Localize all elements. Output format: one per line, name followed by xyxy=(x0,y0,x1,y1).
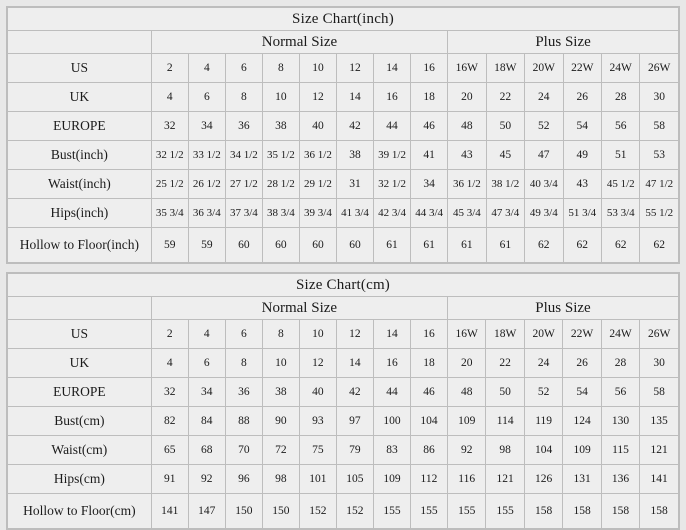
data-cell: 36 3/4 xyxy=(188,199,225,228)
group-header-row xyxy=(8,31,679,54)
data-cell: 141 xyxy=(640,465,679,494)
data-cell: 47 xyxy=(525,141,563,170)
row-label: US xyxy=(8,54,152,83)
data-cell: 155 xyxy=(410,494,447,529)
data-cell: 58 xyxy=(640,112,679,141)
data-cell: 22W xyxy=(563,54,601,83)
data-cell: 39 3/4 xyxy=(299,199,336,228)
data-cell: 124 xyxy=(563,407,601,436)
data-cell: 14 xyxy=(373,320,410,349)
data-cell: 38 3/4 xyxy=(262,199,299,228)
data-cell: 62 xyxy=(563,228,601,263)
data-cell: 12 xyxy=(299,83,336,112)
data-cell: 38 xyxy=(262,378,299,407)
data-cell: 12 xyxy=(336,320,373,349)
chart-title-row xyxy=(8,8,679,31)
data-cell: 54 xyxy=(563,112,601,141)
data-cell: 98 xyxy=(486,436,524,465)
data-cell: 10 xyxy=(299,320,336,349)
data-cell: 29 1/2 xyxy=(299,170,336,199)
data-cell: 35 1/2 xyxy=(262,141,299,170)
data-cell: 130 xyxy=(601,407,639,436)
data-cell: 60 xyxy=(336,228,373,263)
data-cell: 41 xyxy=(411,141,448,170)
data-cell: 24W xyxy=(601,320,639,349)
data-cell: 16 xyxy=(411,54,448,83)
table-row xyxy=(8,228,679,263)
data-cell: 14 xyxy=(336,83,373,112)
data-cell: 12 xyxy=(299,349,336,378)
data-cell: 56 xyxy=(602,112,640,141)
data-cell: 96 xyxy=(225,465,262,494)
data-cell: 104 xyxy=(410,407,447,436)
data-cell: 22W xyxy=(563,320,601,349)
data-cell: 60 xyxy=(262,228,299,263)
data-cell: 2 xyxy=(151,54,188,83)
table-row xyxy=(8,170,679,199)
row-label: Waist(inch) xyxy=(8,170,152,199)
data-cell: 92 xyxy=(188,465,225,494)
data-cell: 62 xyxy=(525,228,563,263)
data-cell: 56 xyxy=(601,378,639,407)
data-cell: 26W xyxy=(640,54,679,83)
data-cell: 18 xyxy=(411,83,448,112)
data-cell: 131 xyxy=(563,465,601,494)
data-cell: 40 xyxy=(299,112,336,141)
data-cell: 109 xyxy=(373,465,410,494)
data-cell: 126 xyxy=(524,465,562,494)
data-cell: 6 xyxy=(225,320,262,349)
data-cell: 24 xyxy=(525,83,563,112)
data-cell: 98 xyxy=(262,465,299,494)
data-cell: 34 xyxy=(188,378,225,407)
data-cell: 158 xyxy=(640,494,679,529)
data-cell: 135 xyxy=(640,407,679,436)
data-cell: 6 xyxy=(225,54,262,83)
data-cell: 44 3/4 xyxy=(411,199,448,228)
data-cell: 53 xyxy=(640,141,679,170)
data-cell: 152 xyxy=(336,494,373,529)
table-row xyxy=(8,83,679,112)
data-cell: 70 xyxy=(225,436,262,465)
data-cell: 55 1/2 xyxy=(640,199,679,228)
data-cell: 26 1/2 xyxy=(188,170,225,199)
data-cell: 32 xyxy=(151,378,188,407)
data-cell: 136 xyxy=(601,465,639,494)
data-cell: 25 1/2 xyxy=(151,170,188,199)
size-chart-table xyxy=(7,7,679,263)
data-cell: 40 3/4 xyxy=(525,170,563,199)
data-cell: 16W xyxy=(447,320,485,349)
data-cell: 28 xyxy=(601,349,639,378)
data-cell: 121 xyxy=(640,436,679,465)
data-cell: 34 xyxy=(188,112,225,141)
data-cell: 42 3/4 xyxy=(374,199,411,228)
data-cell: 104 xyxy=(524,436,562,465)
data-cell: 147 xyxy=(188,494,225,529)
data-cell: 65 xyxy=(151,436,188,465)
data-cell: 109 xyxy=(447,407,485,436)
data-cell: 155 xyxy=(486,494,524,529)
data-cell: 22 xyxy=(486,349,524,378)
table-row xyxy=(8,141,679,170)
data-cell: 26 xyxy=(563,349,601,378)
data-cell: 82 xyxy=(151,407,188,436)
data-cell: 97 xyxy=(336,407,373,436)
data-cell: 28 xyxy=(602,83,640,112)
data-cell: 83 xyxy=(373,436,410,465)
table-row xyxy=(8,494,679,529)
data-cell: 10 xyxy=(262,83,299,112)
data-cell: 68 xyxy=(188,436,225,465)
data-cell: 14 xyxy=(374,54,411,83)
data-cell: 119 xyxy=(524,407,562,436)
chart-title-row xyxy=(8,274,679,297)
data-cell: 49 3/4 xyxy=(525,199,563,228)
data-cell: 24W xyxy=(602,54,640,83)
data-cell: 38 xyxy=(336,141,373,170)
data-cell: 36 1/2 xyxy=(299,141,336,170)
data-cell: 18W xyxy=(486,320,524,349)
row-label: Bust(inch) xyxy=(8,141,152,170)
corner-blank-cell xyxy=(8,297,152,320)
data-cell: 155 xyxy=(373,494,410,529)
table-row xyxy=(8,407,679,436)
data-cell: 16 xyxy=(410,320,447,349)
data-cell: 62 xyxy=(640,228,679,263)
data-cell: 62 xyxy=(602,228,640,263)
data-cell: 4 xyxy=(188,54,225,83)
data-cell: 48 xyxy=(447,378,485,407)
data-cell: 53 3/4 xyxy=(602,199,640,228)
row-label: US xyxy=(8,320,152,349)
data-cell: 43 xyxy=(448,141,486,170)
data-cell: 47 3/4 xyxy=(486,199,524,228)
data-cell: 26W xyxy=(640,320,679,349)
data-cell: 109 xyxy=(563,436,601,465)
data-cell: 33 1/2 xyxy=(188,141,225,170)
data-cell: 51 xyxy=(602,141,640,170)
data-cell: 31 xyxy=(336,170,373,199)
data-cell: 50 xyxy=(486,112,524,141)
data-cell: 90 xyxy=(262,407,299,436)
group-header-row xyxy=(8,297,679,320)
data-cell: 42 xyxy=(336,378,373,407)
data-cell: 41 3/4 xyxy=(336,199,373,228)
corner-blank-cell xyxy=(8,31,152,54)
data-cell: 20W xyxy=(524,320,562,349)
data-cell: 20W xyxy=(525,54,563,83)
chart-title: Size Chart(cm) xyxy=(8,274,679,297)
row-label: Hollow to Floor(inch) xyxy=(8,228,152,263)
data-cell: 12 xyxy=(336,54,373,83)
data-cell: 8 xyxy=(262,320,299,349)
data-cell: 141 xyxy=(151,494,188,529)
row-label: UK xyxy=(8,83,152,112)
data-cell: 20 xyxy=(447,349,485,378)
data-cell: 105 xyxy=(336,465,373,494)
data-cell: 75 xyxy=(299,436,336,465)
data-cell: 152 xyxy=(299,494,336,529)
data-cell: 60 xyxy=(299,228,336,263)
data-cell: 52 xyxy=(524,378,562,407)
data-cell: 32 1/2 xyxy=(374,170,411,199)
data-cell: 16W xyxy=(448,54,486,83)
data-cell: 26 xyxy=(563,83,601,112)
data-cell: 158 xyxy=(601,494,639,529)
data-cell: 30 xyxy=(640,83,679,112)
data-cell: 45 3/4 xyxy=(448,199,486,228)
data-cell: 150 xyxy=(225,494,262,529)
data-cell: 10 xyxy=(299,54,336,83)
data-cell: 20 xyxy=(448,83,486,112)
data-cell: 61 xyxy=(486,228,524,263)
table-row xyxy=(8,378,679,407)
row-label: Hips(inch) xyxy=(8,199,152,228)
data-cell: 43 xyxy=(563,170,601,199)
data-cell: 36 xyxy=(225,378,262,407)
data-cell: 2 xyxy=(151,320,188,349)
size-chart-block xyxy=(6,6,680,264)
data-cell: 51 3/4 xyxy=(563,199,601,228)
data-cell: 112 xyxy=(410,465,447,494)
table-row xyxy=(8,349,679,378)
data-cell: 18W xyxy=(486,54,524,83)
data-cell: 8 xyxy=(262,54,299,83)
table-row xyxy=(8,54,679,83)
data-cell: 61 xyxy=(374,228,411,263)
data-cell: 46 xyxy=(411,112,448,141)
data-cell: 8 xyxy=(225,349,262,378)
group-header-cell: Plus Size xyxy=(448,31,679,54)
data-cell: 38 1/2 xyxy=(486,170,524,199)
data-cell: 45 1/2 xyxy=(602,170,640,199)
data-cell: 4 xyxy=(151,349,188,378)
data-cell: 4 xyxy=(188,320,225,349)
data-cell: 27 1/2 xyxy=(225,170,262,199)
data-cell: 59 xyxy=(151,228,188,263)
data-cell: 100 xyxy=(373,407,410,436)
group-header-cell: Plus Size xyxy=(447,297,678,320)
data-cell: 28 1/2 xyxy=(262,170,299,199)
data-cell: 114 xyxy=(486,407,524,436)
data-cell: 50 xyxy=(486,378,524,407)
data-cell: 22 xyxy=(486,83,524,112)
data-cell: 61 xyxy=(448,228,486,263)
data-cell: 86 xyxy=(410,436,447,465)
data-cell: 47 1/2 xyxy=(640,170,679,199)
size-chart-block xyxy=(6,272,680,530)
data-cell: 6 xyxy=(188,83,225,112)
table-row xyxy=(8,112,679,141)
data-cell: 40 xyxy=(299,378,336,407)
row-label: EUROPE xyxy=(8,112,152,141)
data-cell: 37 3/4 xyxy=(225,199,262,228)
row-label: UK xyxy=(8,349,152,378)
data-cell: 52 xyxy=(525,112,563,141)
data-cell: 8 xyxy=(225,83,262,112)
data-cell: 60 xyxy=(225,228,262,263)
charts-container xyxy=(6,6,680,530)
data-cell: 45 xyxy=(486,141,524,170)
data-cell: 36 xyxy=(225,112,262,141)
data-cell: 36 1/2 xyxy=(448,170,486,199)
data-cell: 30 xyxy=(640,349,679,378)
data-cell: 58 xyxy=(640,378,679,407)
data-cell: 39 1/2 xyxy=(374,141,411,170)
data-cell: 116 xyxy=(447,465,485,494)
data-cell: 115 xyxy=(601,436,639,465)
data-cell: 79 xyxy=(336,436,373,465)
data-cell: 24 xyxy=(524,349,562,378)
data-cell: 44 xyxy=(373,378,410,407)
data-cell: 91 xyxy=(151,465,188,494)
data-cell: 72 xyxy=(262,436,299,465)
row-label: Bust(cm) xyxy=(8,407,152,436)
row-label: Hips(cm) xyxy=(8,465,152,494)
row-label: EUROPE xyxy=(8,378,152,407)
data-cell: 32 1/2 xyxy=(151,141,188,170)
data-cell: 34 1/2 xyxy=(225,141,262,170)
data-cell: 150 xyxy=(262,494,299,529)
data-cell: 59 xyxy=(188,228,225,263)
data-cell: 84 xyxy=(188,407,225,436)
size-chart-table xyxy=(7,273,679,529)
data-cell: 88 xyxy=(225,407,262,436)
data-cell: 155 xyxy=(447,494,485,529)
group-header-cell: Normal Size xyxy=(151,31,447,54)
table-row xyxy=(8,199,679,228)
data-cell: 42 xyxy=(336,112,373,141)
data-cell: 158 xyxy=(563,494,601,529)
data-cell: 32 xyxy=(151,112,188,141)
data-cell: 54 xyxy=(563,378,601,407)
table-row xyxy=(8,436,679,465)
data-cell: 38 xyxy=(262,112,299,141)
data-cell: 92 xyxy=(447,436,485,465)
data-cell: 16 xyxy=(373,349,410,378)
data-cell: 48 xyxy=(448,112,486,141)
row-label: Waist(cm) xyxy=(8,436,152,465)
data-cell: 93 xyxy=(299,407,336,436)
data-cell: 46 xyxy=(410,378,447,407)
table-row xyxy=(8,465,679,494)
data-cell: 35 3/4 xyxy=(151,199,188,228)
data-cell: 34 xyxy=(411,170,448,199)
data-cell: 18 xyxy=(410,349,447,378)
data-cell: 49 xyxy=(563,141,601,170)
data-cell: 14 xyxy=(336,349,373,378)
chart-title: Size Chart(inch) xyxy=(8,8,679,31)
data-cell: 44 xyxy=(374,112,411,141)
data-cell: 61 xyxy=(411,228,448,263)
data-cell: 121 xyxy=(486,465,524,494)
data-cell: 158 xyxy=(524,494,562,529)
data-cell: 101 xyxy=(299,465,336,494)
table-row xyxy=(8,320,679,349)
data-cell: 16 xyxy=(374,83,411,112)
row-label: Hollow to Floor(cm) xyxy=(8,494,152,529)
data-cell: 6 xyxy=(188,349,225,378)
data-cell: 10 xyxy=(262,349,299,378)
data-cell: 4 xyxy=(151,83,188,112)
group-header-cell: Normal Size xyxy=(151,297,447,320)
